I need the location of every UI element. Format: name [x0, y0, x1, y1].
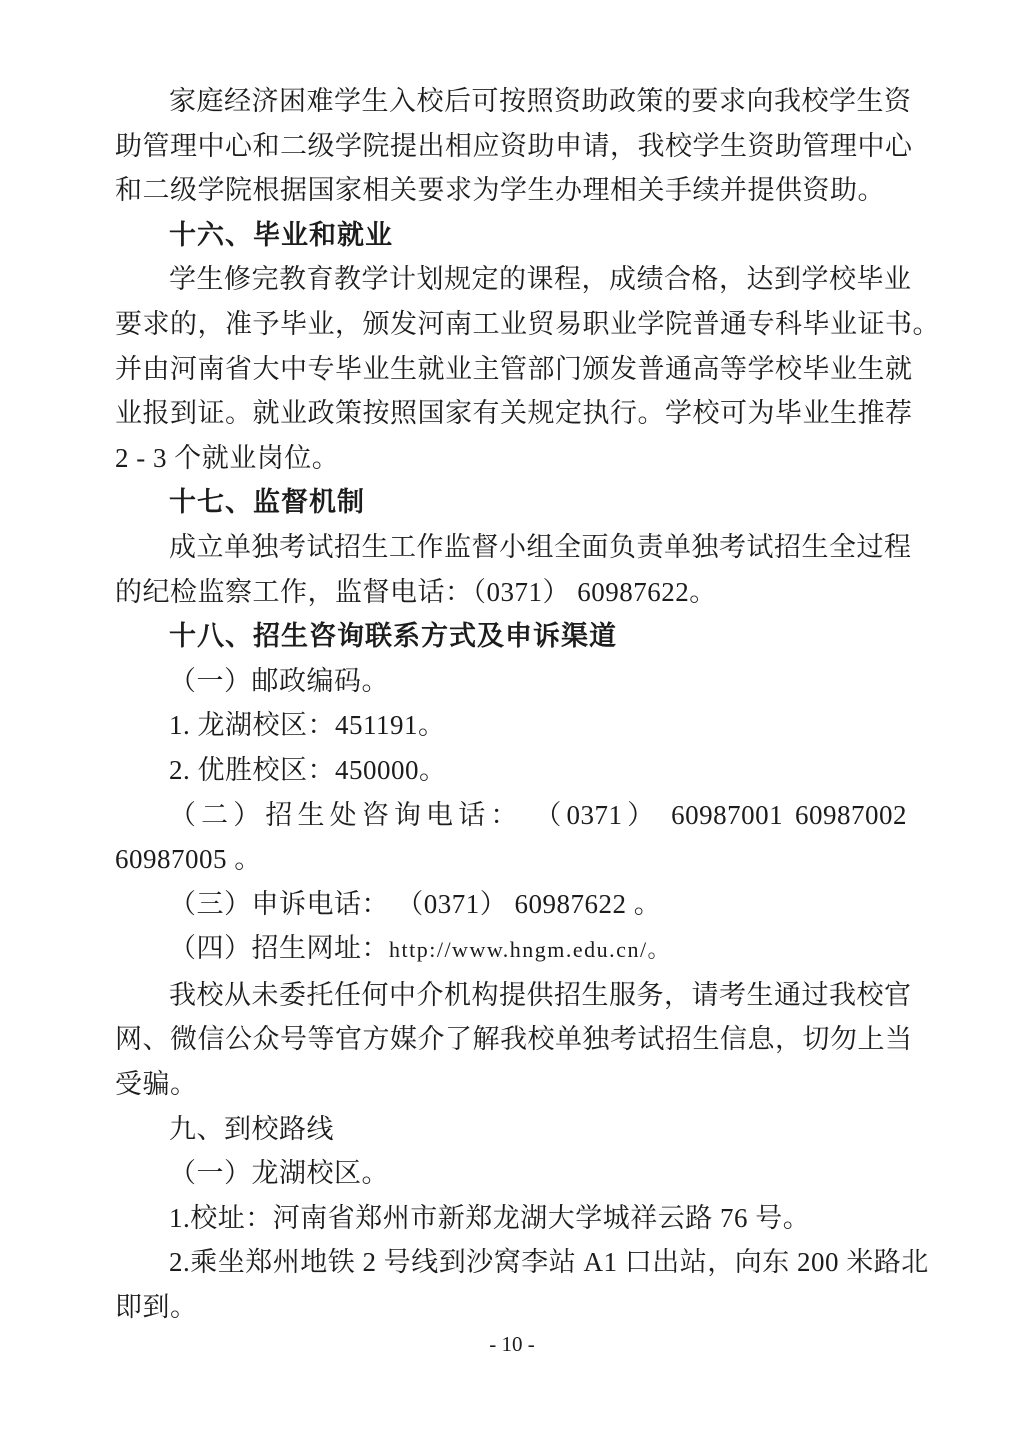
- para-graduation-line-2: 要求的，准予毕业，颁发河南工业贸易职业学院普通专科毕业证书。: [115, 308, 940, 339]
- para-warning-line-2: 网、微信公众号等官方媒介了解我校单独考试招生信息，切勿上当: [115, 1024, 913, 1055]
- heading-9-route-to-school: 九、到校路线: [169, 1113, 334, 1144]
- item-appeal-phone: （三）申诉电话： （0371） 60987622 。: [169, 888, 662, 919]
- item-admissions-website: [115, 926, 907, 973]
- item-longhu-campus-heading: （一）龙湖校区。: [169, 1158, 389, 1189]
- para-funding-line-1: 家庭经济困难学生入校后可按照资助政策的要求向我校学生资: [169, 86, 912, 116]
- page-number: - 10 -: [489, 1332, 535, 1356]
- para-graduation-line-1: 学生修完教育教学计划规定的课程，成绩合格，达到学校毕业: [169, 264, 912, 295]
- para-graduation-line-3: 并由河南省大中专毕业生就业主管部门颁发普通高等学校毕业生就: [115, 353, 913, 384]
- para-warning-line-1: 我校从未委托任何中介机构提供招生服务，请考生通过我校官: [169, 979, 912, 1010]
- item-metro-route-line-1: 2.乘坐郑州地铁 2 号线到沙窝李站 A1 口出站，向东 200 米路北: [169, 1247, 929, 1278]
- para-supervision-line-1: 成立单独考试招生工作监督小组全面负责单独考试招生全过程: [169, 531, 912, 562]
- item-postal-yousheng: 2. 优胜校区：450000。: [169, 754, 447, 785]
- website-label: （四）招生网址：: [169, 933, 389, 964]
- para-funding-line-3: 和二级学院根据国家相关要求为学生办理相关手续并提供资助。: [115, 175, 885, 206]
- para-graduation-line-5: 2 - 3 个就业岗位。: [115, 442, 340, 473]
- document-body: [115, 79, 940, 1330]
- item-metro-route-line-2: 即到。: [115, 1292, 198, 1323]
- heading-18-contact-channels: 十八、招生咨询联系方式及申诉渠道: [169, 621, 617, 652]
- item-postal-code-heading: （一）邮政编码。: [169, 665, 389, 696]
- para-warning-line-3: 受骗。: [115, 1069, 198, 1100]
- website-url: http://www.hngm.edu.cn/。: [389, 937, 672, 963]
- para-funding-line-2: 助管理中心和二级学院提出相应资助申请，我校学生资助管理中心: [115, 130, 913, 161]
- item-admissions-phone-line-2: 60987005 。: [115, 844, 262, 875]
- heading-17-supervision: 十七、监督机制: [169, 487, 365, 518]
- heading-16-graduation-employment: 十六、毕业和就业: [169, 219, 393, 250]
- item-admissions-phone-line-1: （二）招生处咨询电话： （0371） 60987001 60987002: [169, 799, 907, 830]
- para-graduation-line-4: 业报到证。就业政策按照国家有关规定执行。学校可为毕业生推荐: [115, 398, 913, 429]
- item-postal-longhu: 1. 龙湖校区：451191。: [169, 710, 446, 741]
- item-campus-address: 1.校址：河南省郑州市新郑龙湖大学城祥云路 76 号。: [169, 1202, 811, 1233]
- para-supervision-line-2: 的纪检监察工作，监督电话：（0371） 60987622。: [115, 576, 717, 607]
